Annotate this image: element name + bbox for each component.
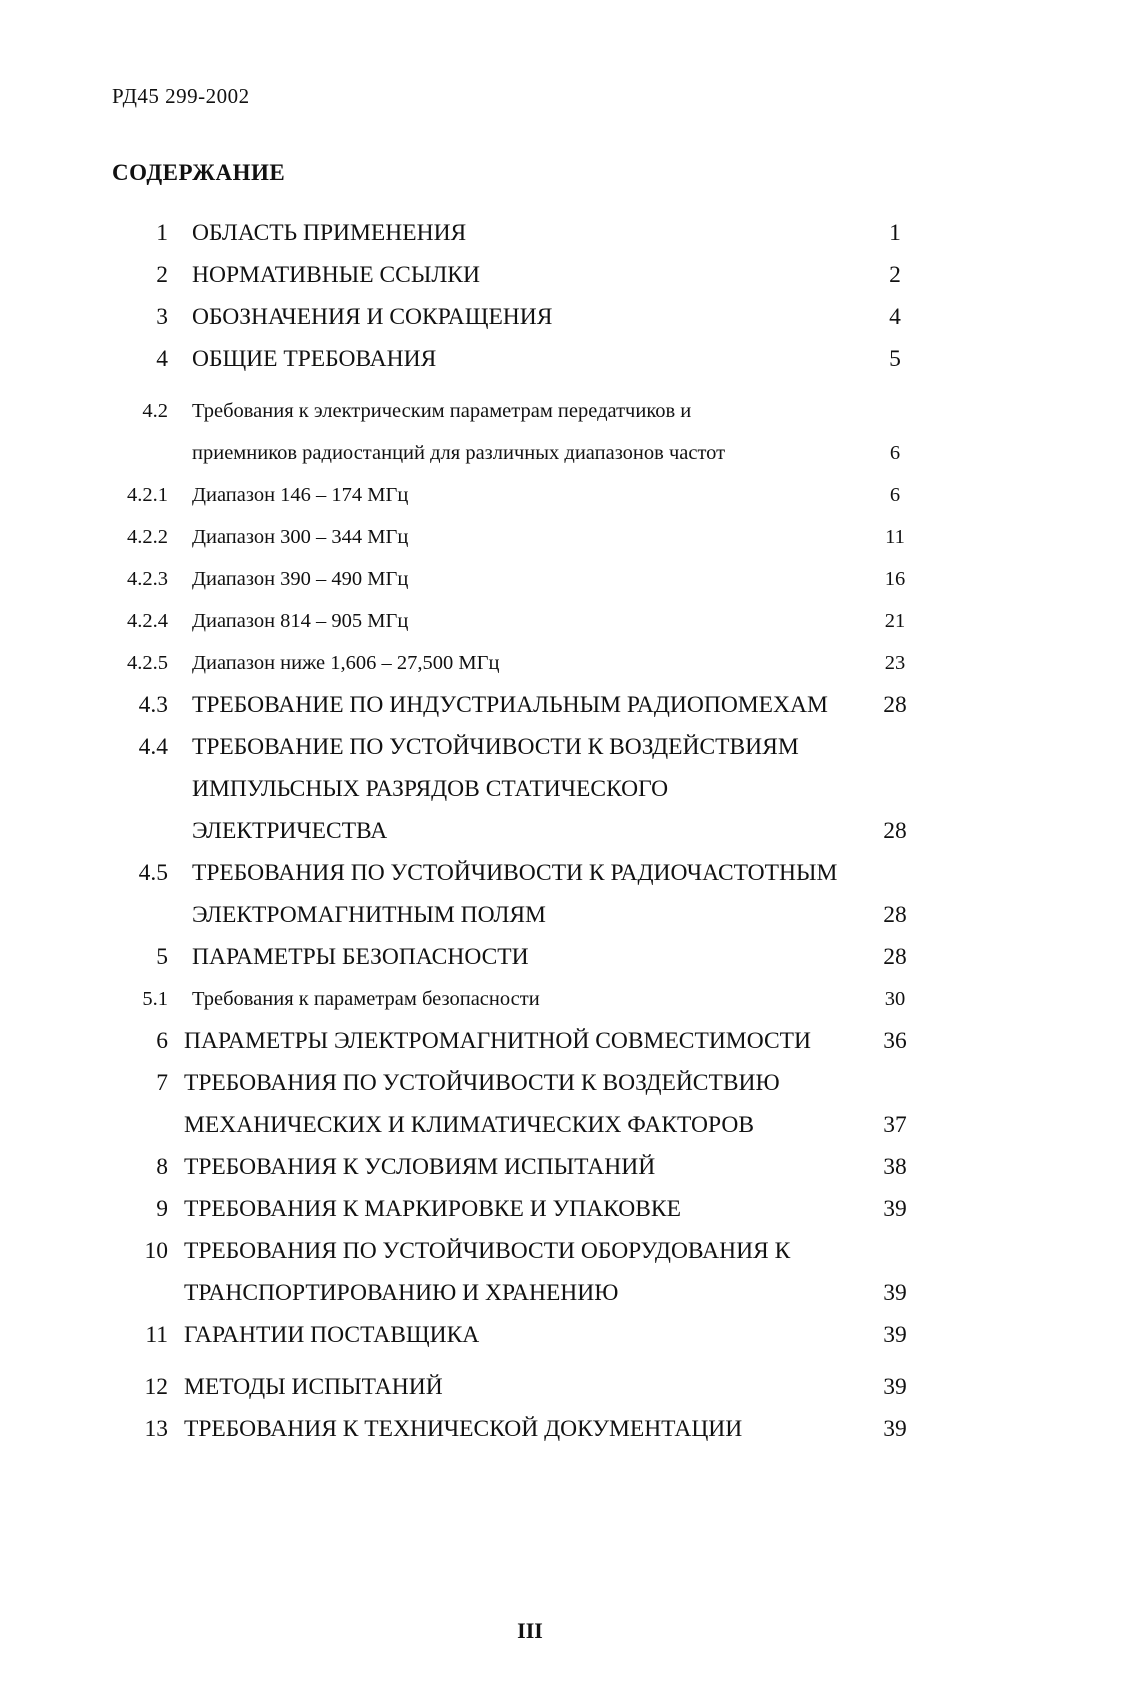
toc-entry-page: 16: [884, 568, 906, 590]
toc-entry: [0, 936, 1123, 978]
toc-entry-number: 4.2: [142, 400, 168, 422]
toc-entry: [0, 600, 1123, 642]
toc-entry-number: 5.1: [142, 988, 168, 1010]
toc-entry-number: 10: [144, 1238, 168, 1264]
document-code: РД45 299-2002: [112, 84, 250, 108]
toc-entry-page: 6: [889, 442, 901, 464]
toc-entry: [0, 1408, 1123, 1450]
toc-entry: [0, 474, 1123, 516]
toc-entry: [0, 1366, 1123, 1408]
toc-entry-page: 2: [889, 262, 901, 288]
toc-entry: [0, 558, 1123, 600]
toc-entry-title: Диапазон ниже 1,606 – 27,500 МГц: [192, 652, 500, 674]
toc-entry-number: 2: [156, 262, 168, 288]
toc-entry-page: 39: [883, 1322, 907, 1348]
toc-entry-page: 23: [884, 652, 906, 674]
toc-entry-page: 28: [883, 944, 907, 970]
toc-entry: [0, 726, 1123, 852]
toc-entry-title: ПАРАМЕТРЫ БЕЗОПАСНОСТИ: [192, 944, 529, 970]
toc-entry-page: 1: [889, 220, 901, 246]
toc-entry-number: 8: [156, 1154, 168, 1180]
toc-entry-title: ТРЕБОВАНИЯ К МАРКИРОВКЕ И УПАКОВКЕ: [184, 1196, 681, 1222]
toc-entry-page: 28: [883, 818, 907, 844]
page-number: III: [517, 1618, 543, 1643]
toc-entry-title: ТРЕБОВАНИЯ ПО УСТОЙЧИВОСТИ К РАДИОЧАСТОТНЫМ ЭЛЕКТРОМАГНИТНЫМ ПОЛЯМ: [192, 860, 838, 928]
toc-entry: [0, 338, 1123, 380]
toc-entry-number: 3: [156, 304, 168, 330]
toc-entry-number: 6: [156, 1028, 168, 1054]
toc-entry-number: 9: [156, 1196, 168, 1222]
toc-entry-number: 4.2.2: [127, 526, 168, 548]
toc-entry-page: 39: [883, 1416, 907, 1442]
toc-entry-page: 5: [889, 346, 901, 372]
toc-entry-number: 12: [144, 1374, 168, 1400]
toc-entry: [0, 642, 1123, 684]
page-title: СОДЕРЖАНИЕ: [112, 160, 286, 185]
toc-entry-number: 11: [145, 1322, 168, 1348]
toc-entry-title: Требования к электрическим параметрам передатчиков и приемников радиостанций для различных диапазонов частот: [192, 400, 726, 464]
toc-entry: [0, 1146, 1123, 1188]
toc-entry-page: 21: [884, 610, 906, 632]
toc-entry: [0, 1230, 1123, 1314]
toc-entry-title: ГАРАНТИИ ПОСТАВЩИКА: [184, 1322, 480, 1348]
toc-entry-number: 4.2.5: [127, 652, 168, 674]
toc-entry-page: 30: [884, 988, 906, 1010]
toc-entry-title: ТРЕБОВАНИЕ ПО ИНДУСТРИАЛЬНЫМ РАДИОПОМЕХАМ: [192, 692, 828, 718]
toc-entry: [0, 684, 1123, 726]
toc-entry-title: ПАРАМЕТРЫ ЭЛЕКТРОМАГНИТНОЙ СОВМЕСТИМОСТИ: [184, 1028, 811, 1054]
toc-entry: [0, 1062, 1123, 1146]
toc-entry-page: 39: [883, 1280, 907, 1306]
toc-entry-number: 7: [156, 1070, 168, 1096]
toc-entry: [0, 390, 1123, 474]
toc-entry-page: 36: [883, 1028, 907, 1054]
toc-entry-title: ТРЕБОВАНИЕ ПО УСТОЙЧИВОСТИ К ВОЗДЕЙСТВИЯМ ИМПУЛЬСНЫХ РАЗРЯДОВ СТАТИЧЕСКОГО ЭЛЕКТРИЧЕСТВА: [192, 734, 799, 844]
toc-entry-title: ОБОЗНАЧЕНИЯ И СОКРАЩЕНИЯ: [192, 304, 553, 330]
toc-entry-number: 4.2.4: [127, 610, 168, 632]
toc-entry: [0, 296, 1123, 338]
toc-entry-title: ТРЕБОВАНИЯ ПО УСТОЙЧИВОСТИ К ВОЗДЕЙСТВИЮ МЕХАНИЧЕСКИХ И КЛИМАТИЧЕСКИХ ФАКТОРОВ: [184, 1070, 780, 1138]
toc-entry-title: Диапазон 390 – 490 МГц: [192, 568, 409, 590]
toc-entry-title: ТРЕБОВАНИЯ К ТЕХНИЧЕСКОЙ ДОКУМЕНТАЦИИ: [184, 1416, 743, 1442]
toc-entry-title: Требования к параметрам безопасности: [192, 988, 540, 1010]
table-of-contents: [0, 212, 1123, 1450]
toc-entry-number: 4: [156, 346, 168, 372]
toc-entry-page: 4: [889, 304, 901, 330]
toc-entry-title: ТРЕБОВАНИЯ К УСЛОВИЯМ ИСПЫТАНИЙ: [184, 1154, 656, 1180]
toc-entry-number: 4.5: [138, 860, 168, 886]
toc-entry: [0, 978, 1123, 1020]
toc-entry-number: 1: [156, 220, 168, 246]
toc-entry: [0, 516, 1123, 558]
toc-entry-number: 4.4: [138, 734, 168, 760]
toc-entry-title: Диапазон 300 – 344 МГц: [192, 526, 409, 548]
toc-entry-page: 11: [885, 526, 905, 548]
toc-entry-number: 13: [144, 1416, 168, 1442]
toc-entry-page: 38: [883, 1154, 907, 1180]
toc-entry-title: ТРЕБОВАНИЯ ПО УСТОЙЧИВОСТИ ОБОРУДОВАНИЯ К ТРАНСПОРТИРОВАНИЮ И ХРАНЕНИЮ: [184, 1238, 791, 1306]
toc-entry-number: 4.2.1: [127, 484, 168, 506]
toc-entry-title: Диапазон 814 – 905 МГц: [192, 610, 409, 632]
toc-entry-page: 39: [883, 1374, 907, 1400]
toc-entry-title: ОБЩИЕ ТРЕБОВАНИЯ: [192, 346, 437, 372]
toc-entry: [0, 1020, 1123, 1062]
toc-entry-page: 6: [889, 484, 901, 506]
toc-entry-title: НОРМАТИВНЫЕ ССЫЛКИ: [192, 262, 480, 288]
toc-entry-number: 5: [156, 944, 168, 970]
toc-entry-number: 4.3: [138, 692, 168, 718]
toc-entry-title: МЕТОДЫ ИСПЫТАНИЙ: [184, 1374, 443, 1400]
toc-entry: [0, 1188, 1123, 1230]
toc-entry-number: 4.2.3: [127, 568, 168, 590]
toc-entry-page: 28: [883, 902, 907, 928]
toc-entry-title: Диапазон 146 – 174 МГц: [192, 484, 409, 506]
toc-entry: [0, 1314, 1123, 1356]
toc-entry-page: 39: [883, 1196, 907, 1222]
toc-entry-page: 28: [883, 692, 907, 718]
toc-entry: [0, 852, 1123, 936]
toc-entry-page: 37: [883, 1112, 907, 1138]
toc-entry: [0, 212, 1123, 254]
toc-entry: [0, 254, 1123, 296]
toc-entry-title: ОБЛАСТЬ ПРИМЕНЕНИЯ: [192, 220, 467, 246]
